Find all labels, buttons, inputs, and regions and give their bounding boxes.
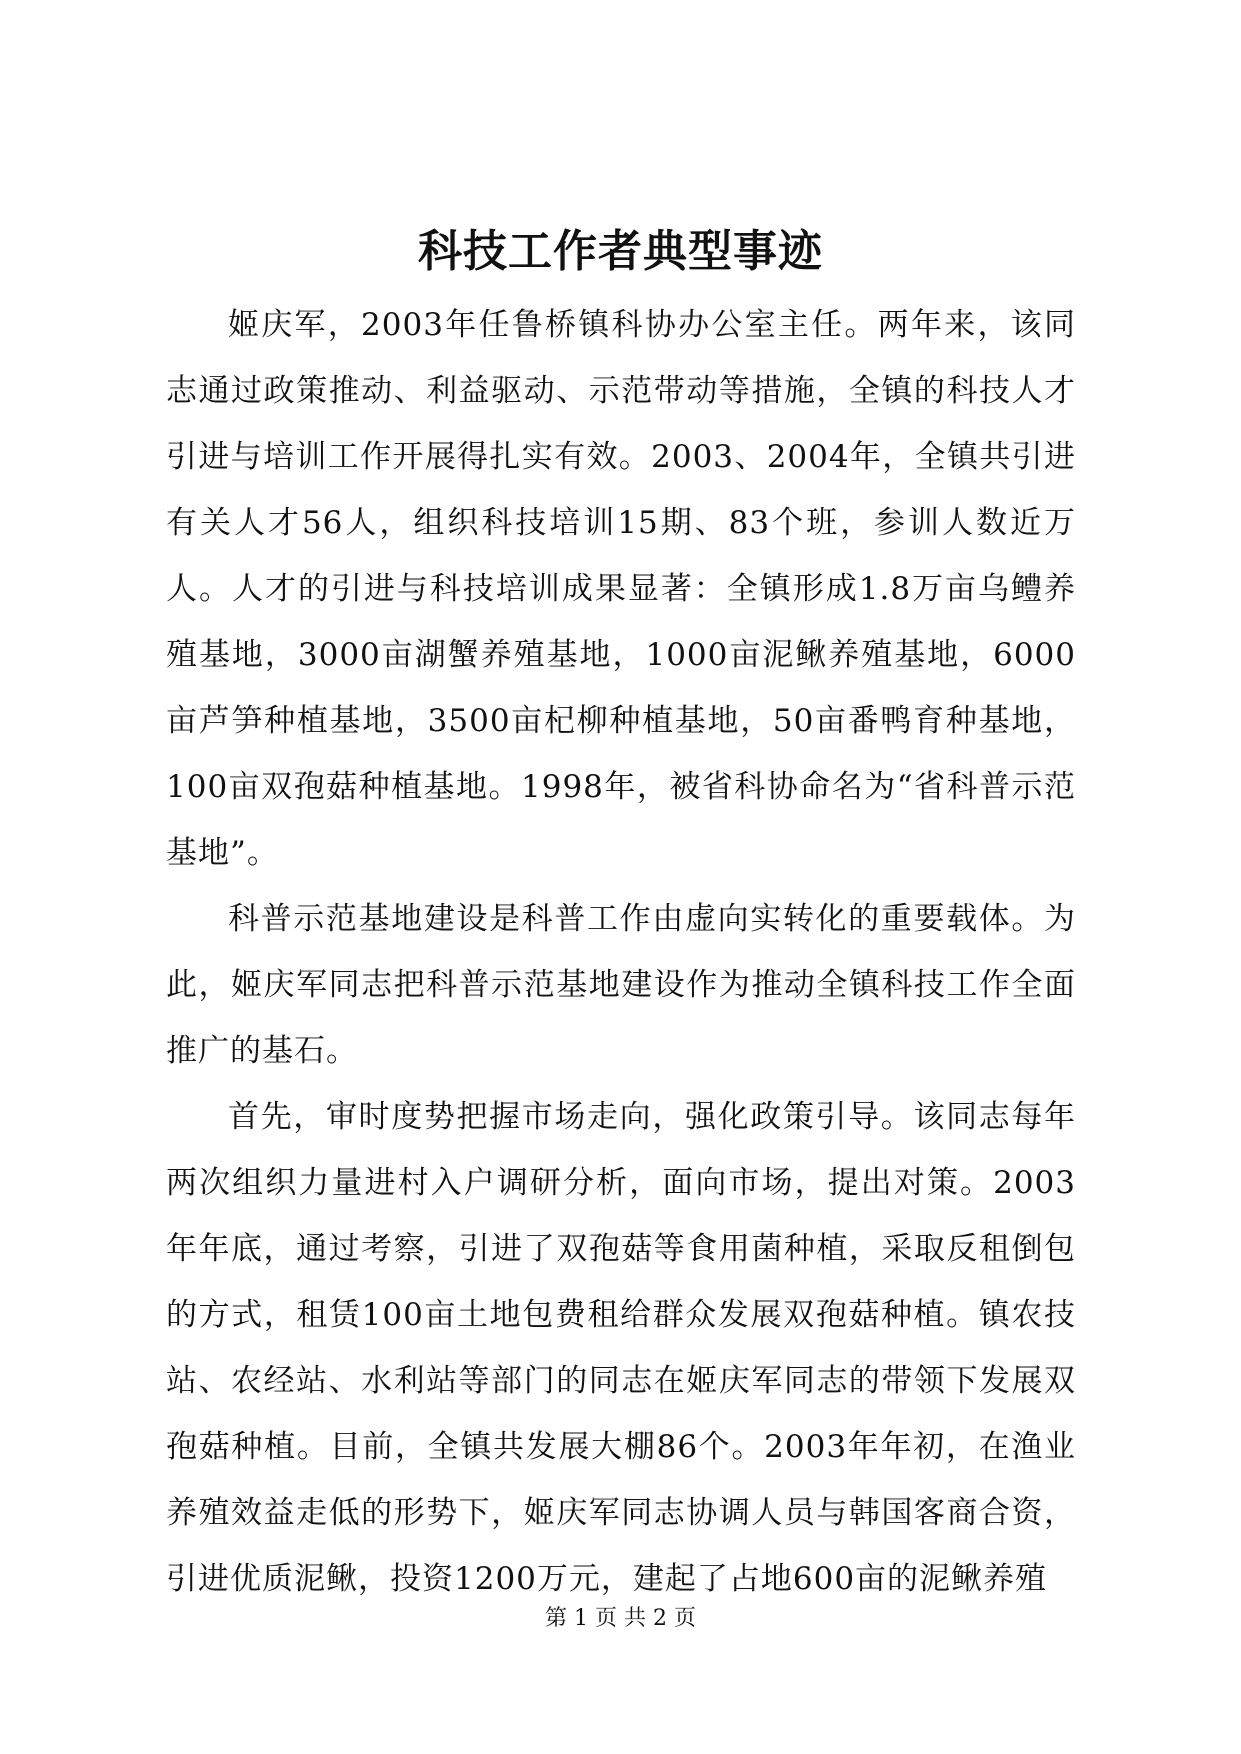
document-body [166,292,1076,1612]
paragraph-2: 科普示范基地建设是科普工作由虚向实转化的重要载体。为此，姬庆军同志把科普示范基地建设作为推动全镇科技工作全面推广的基石。 [166,901,1076,1069]
paragraph-3: 首先，审时度势把握市场走向，强化政策引导。该同志每年两次组织力量进村入户调研分析，面向市场，提出对策。2003年年底，通过考察，引进了双孢菇等食用菌种植，采取反租倒包的方式，租赁100亩土地包费租给群众发展双孢菇种植。镇农技站、农经站、水利站等部门的同志在姬庆军同志的带领下发展双孢菇种植。目前，全镇共发展大棚86个。2003年年初，在渔业养殖效益走低的形势下，姬庆军同志协调人员与韩国客商合资，引进优质泥鳅，投资1200万元，建起了占地600亩的泥鳅养殖 [166,1099,1076,1597]
page-number-footer: 第 1 页 共 2 页 [545,1606,696,1631]
document-title: 科技工作者典型事迹 [418,226,823,277]
paragraph-1: 姬庆军，2003年任鲁桥镇科协办公室主任。两年来，该同志通过政策推动、利益驱动、示范带动等措施，全镇的科技人才引进与培训工作开展得扎实有效。2003、2004年，全镇共引进有关人才56人，组织科技培训15期、83个班，参训人数近万人。人才的引进与科技培训成果显著：全镇形成1.8万亩乌鳢养殖基地，3000亩湖蟹养殖基地，1000亩泥鳅养殖基地，6000亩芦笋种植基地，3500亩杞柳种植基地，50亩番鸭育种基地，100亩双孢菇种植基地。1998年，被省科协命名为“省科普示范基地”。 [166,307,1076,871]
